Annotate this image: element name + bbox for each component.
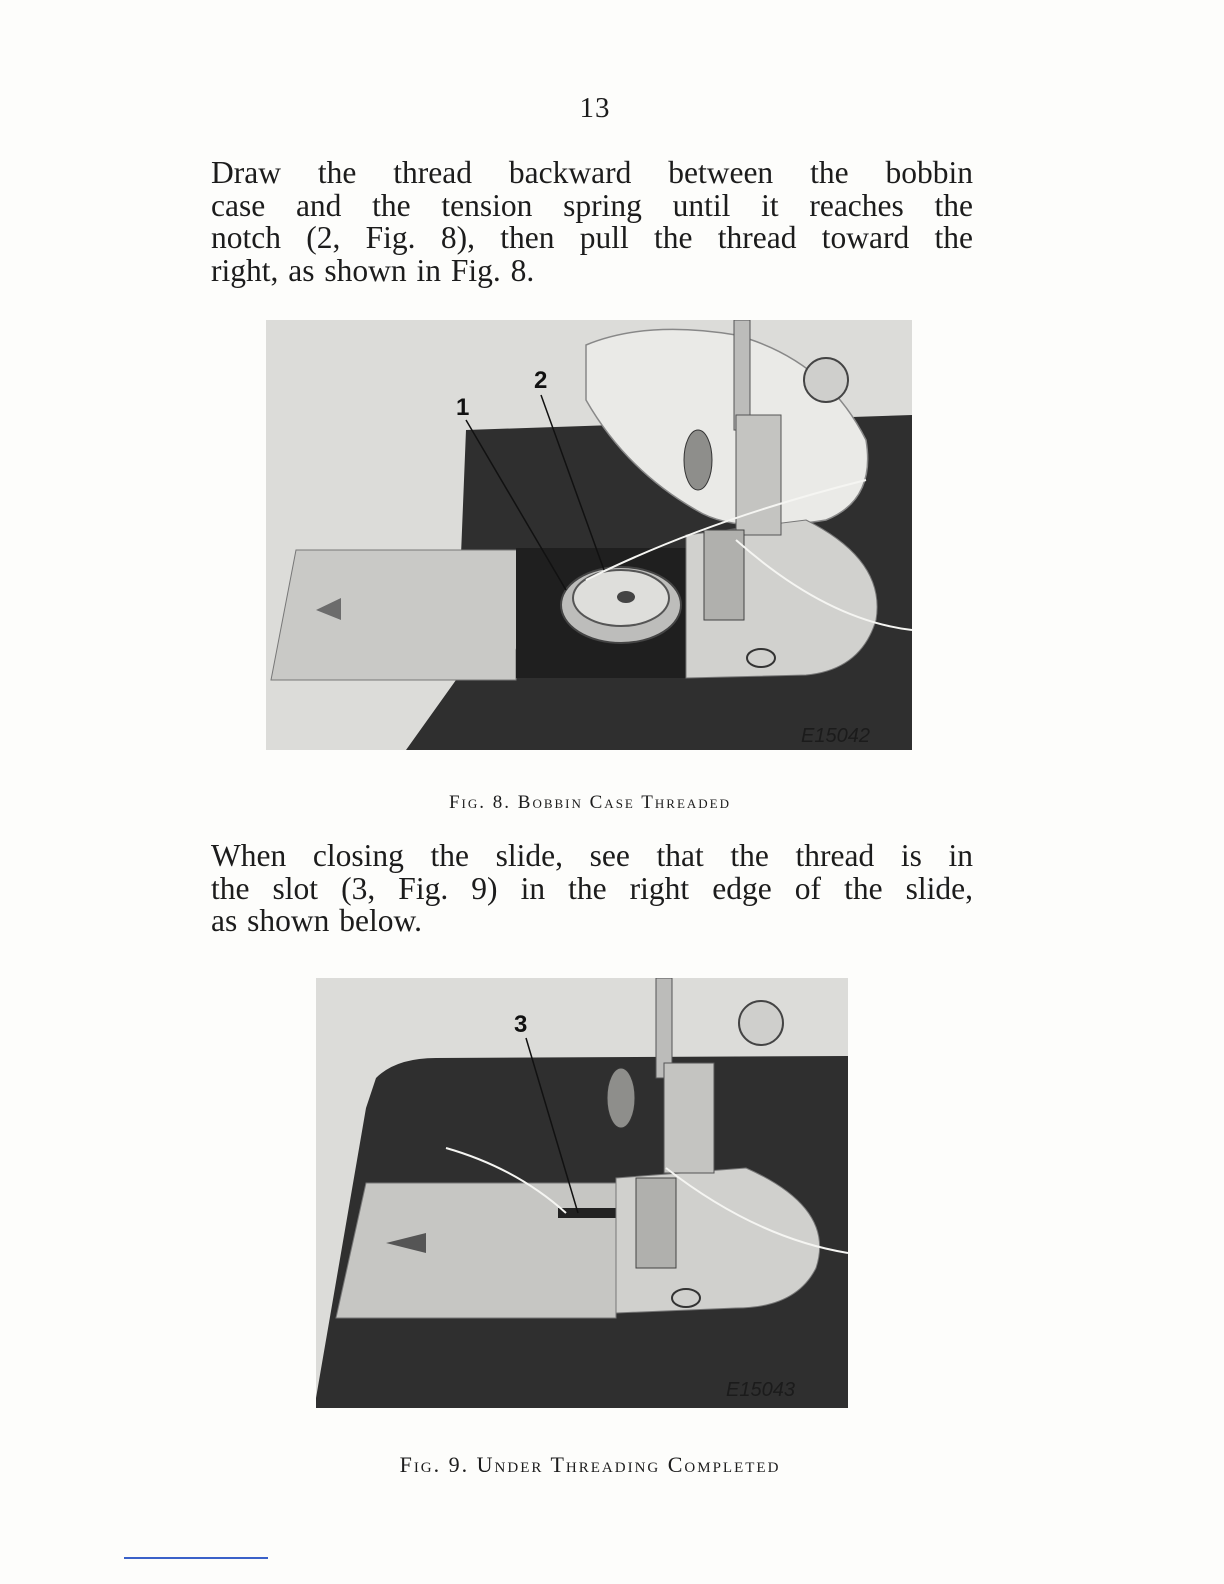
callout-2: 2 (534, 367, 548, 394)
photo-stamp: E15042 (801, 725, 870, 747)
instruction-paragraph-1 (211, 157, 973, 287)
bobbin-case-illustration (266, 320, 912, 750)
paragraph-line: Draw the thread backward between the bobbin (211, 155, 973, 190)
figure-9-photo (316, 978, 848, 1408)
paragraph-line: case and the tension spring until it reaches the (211, 187, 973, 223)
paragraph-line: right, as shown in Fig. 8. (211, 252, 535, 288)
callout-1: 1 (456, 394, 470, 421)
paragraph-line: notch (2, Fig. 8), then pull the thread toward the (211, 220, 973, 255)
figure-8-caption: Fig. 8. Bobbin Case Threaded (448, 792, 731, 813)
callout-3: 3 (514, 1011, 528, 1038)
paragraph-line: as shown below. (211, 903, 423, 938)
instruction-paragraph-2 (211, 840, 973, 938)
figure-9-caption: Fig. 9. Under Threading Completed (399, 1452, 781, 1477)
paragraph-line: the slot (3, Fig. 9) in the right edge of the slide, (211, 870, 973, 906)
page-number: 13 (579, 92, 611, 124)
paragraph-line: When closing the slide, see that the thread is in (211, 838, 973, 873)
photo-stamp: E15043 (726, 1379, 795, 1401)
figure-8-photo (266, 320, 912, 750)
under-threading-illustration (316, 978, 848, 1408)
footnote-rule (124, 1557, 268, 1559)
